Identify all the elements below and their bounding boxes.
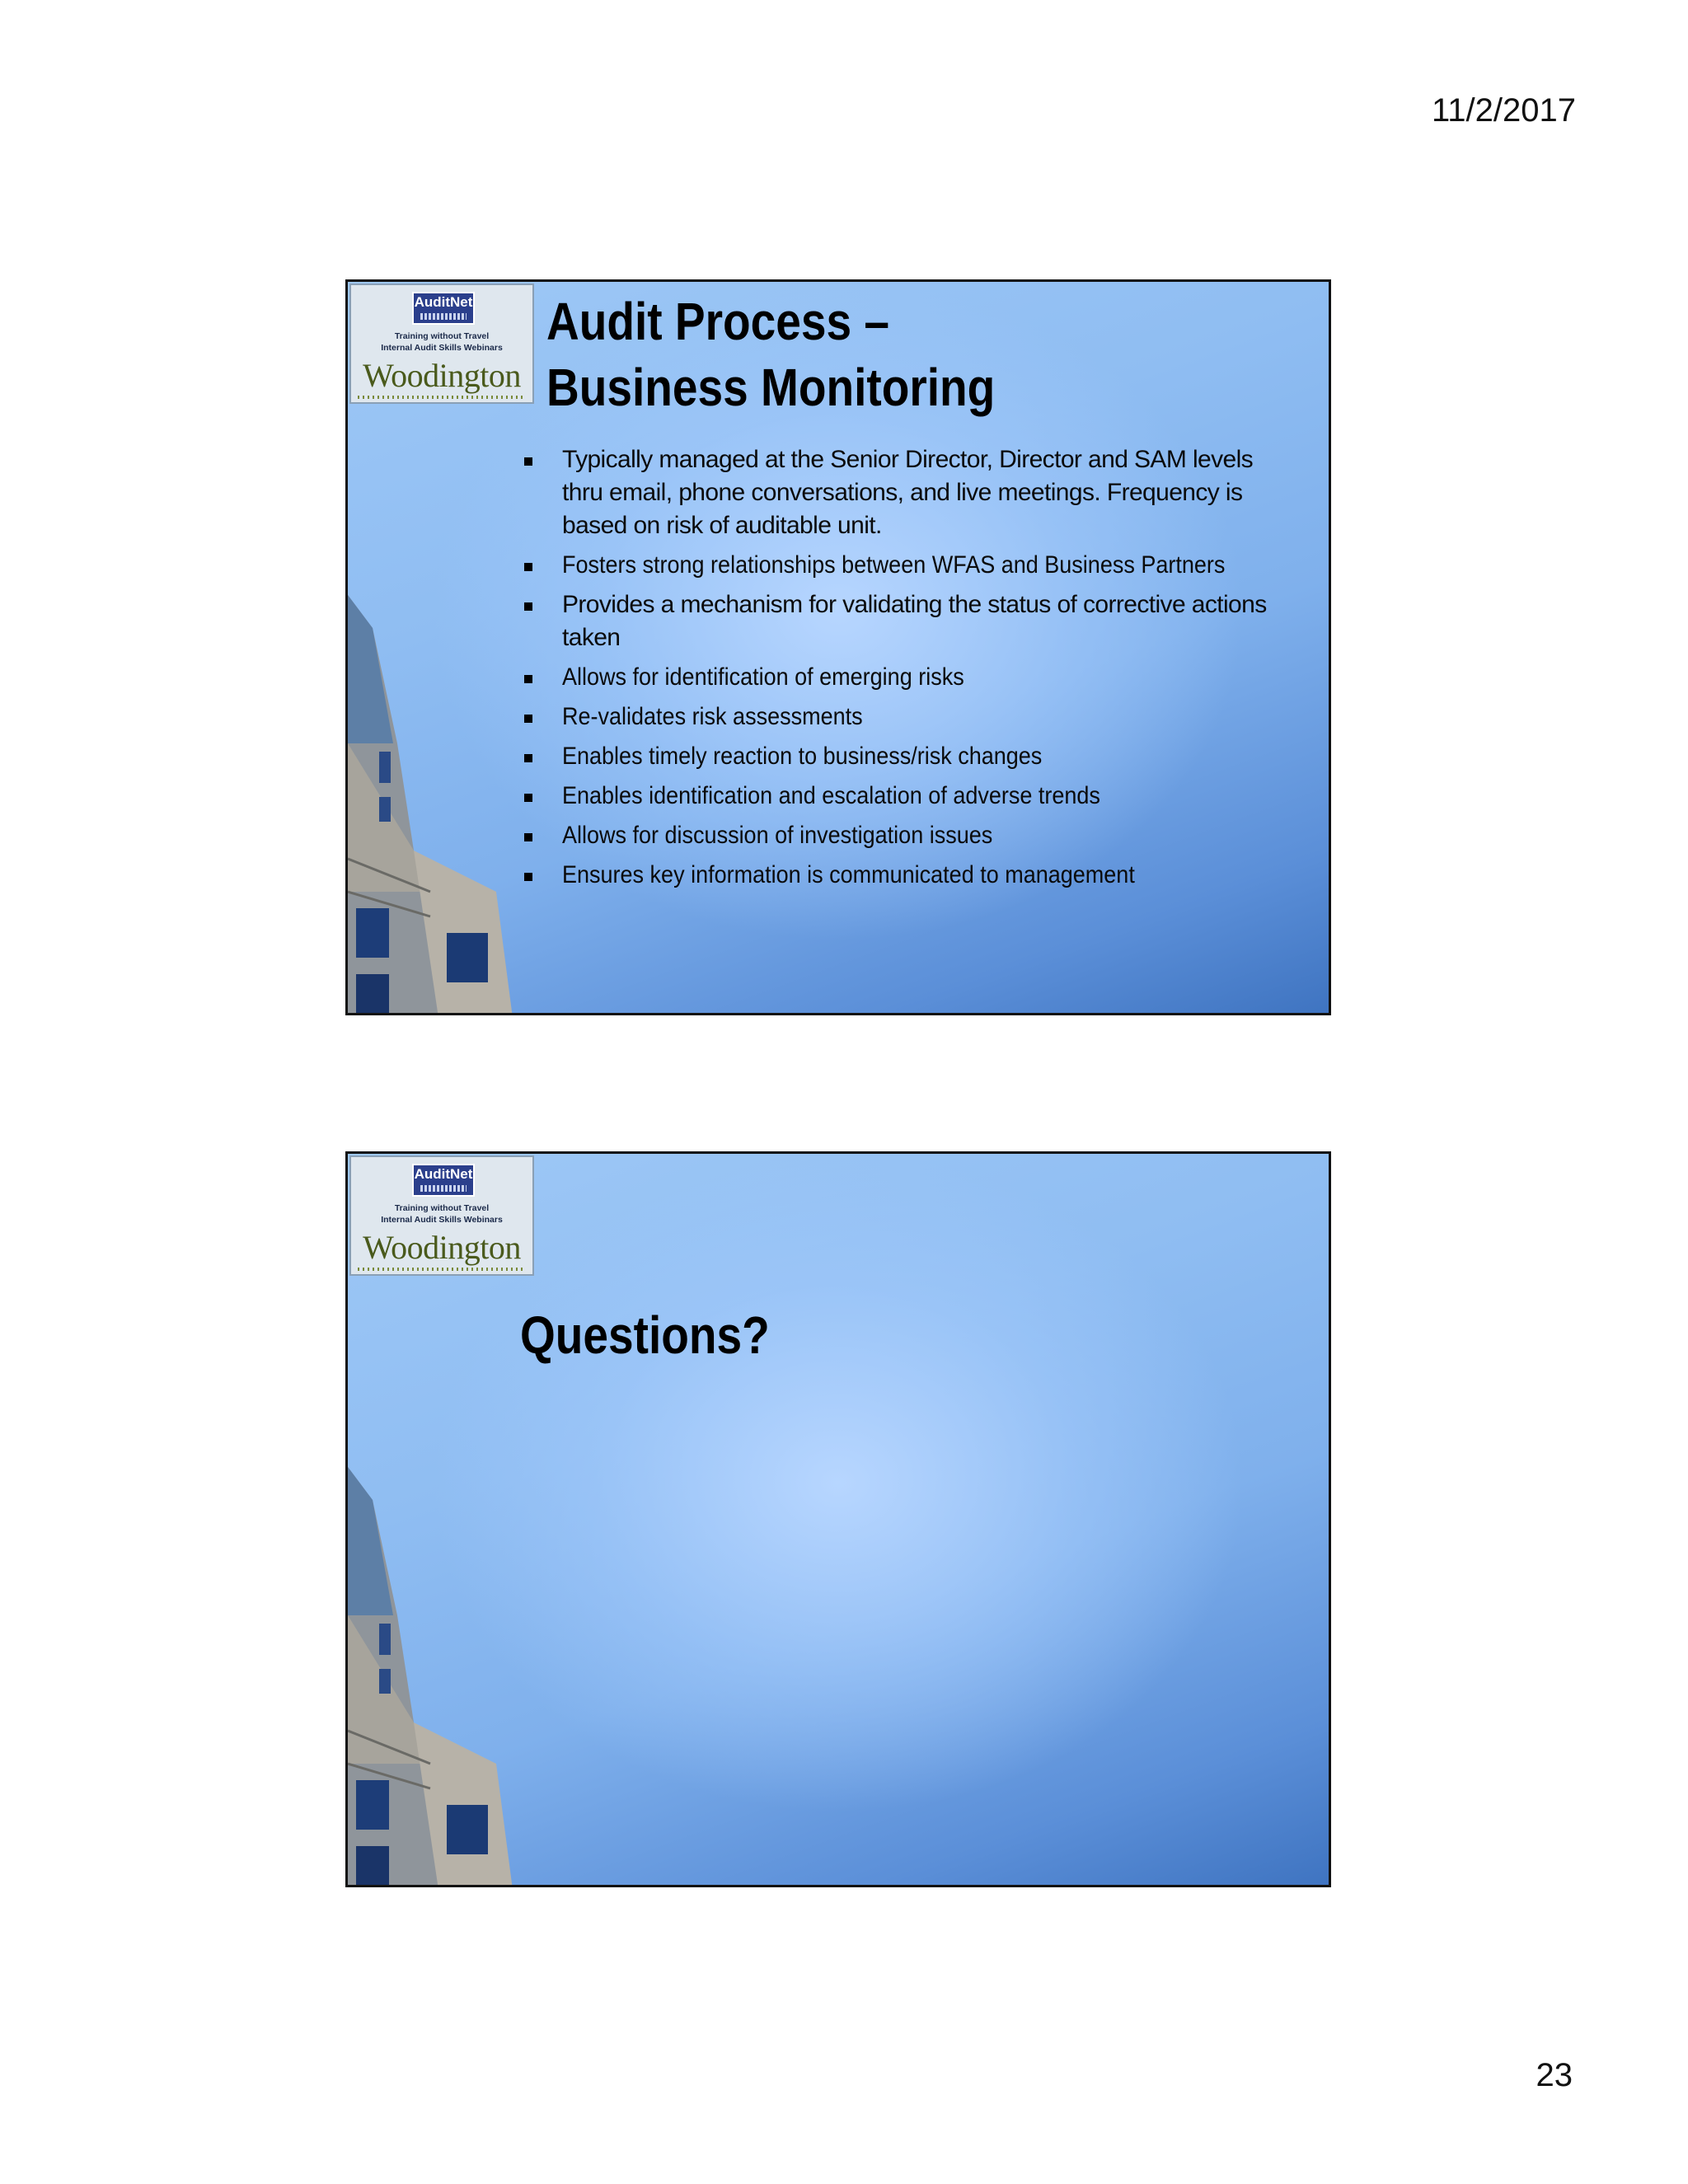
slide-questions xyxy=(345,1151,1331,1887)
slide-business-monitoring xyxy=(345,279,1331,1015)
list-item: Provides a mechanism for validating the status of corrective actions taken xyxy=(519,588,1278,654)
list-item: Fosters strong relationships between WFAS and Business Partners xyxy=(519,549,1278,582)
logo-wordmark: Woodington xyxy=(363,1229,521,1266)
slide-title-line-2: Business Monitoring xyxy=(546,358,996,417)
list-item: Enables timely reaction to business/risk changes xyxy=(519,740,1278,773)
questions-title: Questions? xyxy=(520,1305,770,1365)
page-date: 11/2/2017 xyxy=(1432,92,1576,129)
list-item: Allows for identification of emerging risks xyxy=(519,661,1278,694)
auditnet-badge-text: AuditNet xyxy=(414,294,473,310)
list-item: Ensures key information is communicated to management xyxy=(519,859,1278,892)
list-item: Re-validates risk assessments xyxy=(519,701,1278,733)
auditnet-badge xyxy=(412,292,475,325)
woodington-logo xyxy=(349,284,534,404)
auditnet-badge xyxy=(412,1164,475,1197)
slide-title xyxy=(546,288,995,420)
slide-title-line-1: Audit Process – xyxy=(546,292,889,351)
woodington-logo xyxy=(349,1155,534,1276)
logo-wordmark: Woodington xyxy=(363,357,521,394)
list-item: Allows for discussion of investigation issues xyxy=(519,819,1278,852)
logo-tagline-2: Internal Audit Skills Webinars xyxy=(381,343,503,353)
page-number: 23 xyxy=(1536,2057,1573,2093)
logo-tagline-2: Internal Audit Skills Webinars xyxy=(381,1215,503,1225)
bullet-list xyxy=(519,443,1278,898)
logo-tagline-1: Training without Travel xyxy=(394,1203,490,1213)
auditnet-badge-text: AuditNet xyxy=(414,1166,473,1182)
list-item: Enables identification and escalation of adverse trends xyxy=(519,780,1278,813)
list-item: Typically managed at the Senior Director, Director and SAM levels thru email, phone conversations, and live meetings. Frequency is based on risk of auditable unit. xyxy=(519,443,1278,542)
logo-tagline-1: Training without Travel xyxy=(394,331,490,341)
